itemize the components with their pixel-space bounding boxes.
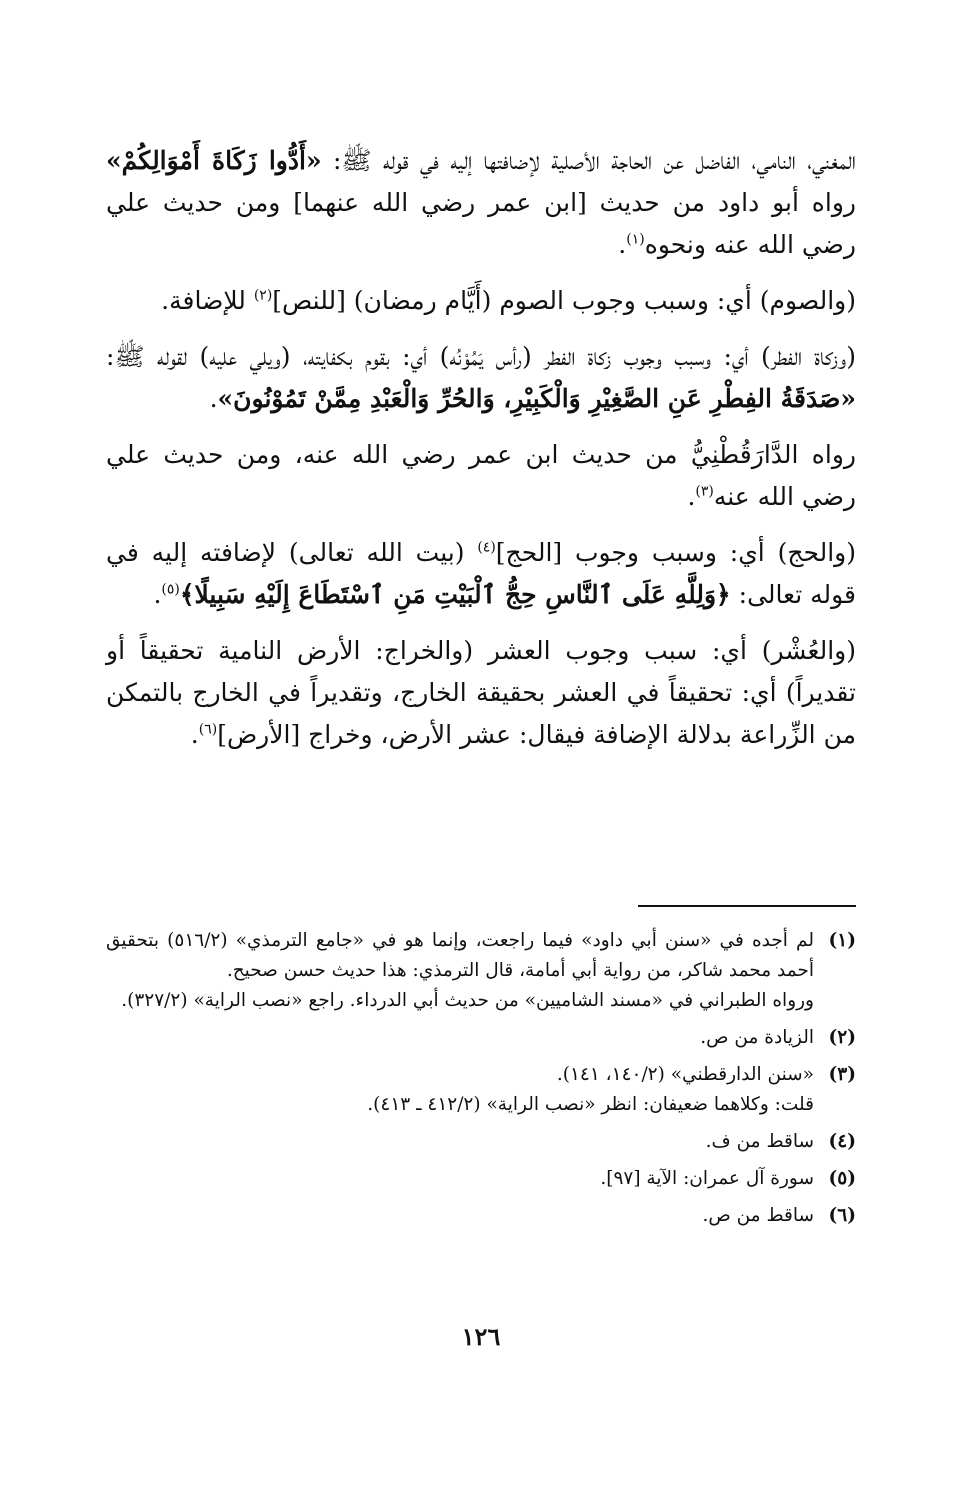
footnote-marker: (٤) — [477, 539, 496, 556]
footnote-text: ساقط من ف. — [705, 1131, 814, 1152]
text-segment: . — [687, 482, 696, 511]
footnote-text: ورواه الطبراني في «مسند الشاميين» من حديث أبي الدرداء. راجع «نصب الراية» (٣٢٧/٢). — [121, 990, 814, 1011]
footnote-separator — [638, 905, 856, 907]
footnote-text: قلت: وكلاهما ضعيفان: انظر «نصب الراية» (٤١٢/٢ ـ ٤١٣). — [367, 1094, 814, 1115]
footnote-body — [106, 926, 814, 1016]
footnote-text: سورة آل عمران: الآية [٩٧]. — [600, 1168, 814, 1189]
footnote-marker: (٦) — [198, 721, 218, 738]
main-text — [106, 140, 856, 770]
footnote-number: (٢) — [828, 1027, 856, 1048]
footnote — [106, 926, 856, 1016]
text-segment: . — [190, 720, 199, 749]
footnote-body — [106, 1201, 814, 1231]
footnote-marker: (٣) — [695, 483, 714, 500]
footnote — [106, 1164, 856, 1194]
footnote — [106, 1127, 856, 1157]
paragraph — [106, 280, 856, 322]
footnote — [106, 1060, 856, 1120]
footnote-text: «سنن الدارقطني» (١٤٠/٢، ١٤١). — [556, 1064, 814, 1085]
text-segment: (والصوم) أي: وسبب وجوب الصوم (أَيَّام رمضان) [للنص] — [272, 286, 856, 315]
text-segment: (وزكاة الفطر) أي: وسبب وجوب زكاة الفطر (رأس يَمُوْنُه) أي: بقوم بكفايته، (ويلي عليه) لقوله ﷺ: — [106, 342, 856, 371]
footnote-marker: (٢) — [253, 287, 273, 304]
text-segment: (والحج) أي: وسبب وجوب [الحج] — [495, 538, 857, 567]
footnote-number: (١) — [828, 930, 856, 951]
footnote — [106, 1201, 856, 1231]
footnote-text: لم أجده في «سنن أبي داود» فيما راجعت، وإنما هو في «جامع الترمذي» (٥١٦/٢) بتحقيق أحمد محمد شاكر، من رواية أبي أمامة، قال الترمذي: هذا حديث حسن صحيح. — [106, 930, 814, 981]
text-segment: (بيت الله تعالى) لإضافته إليه في قوله تعالى: — [106, 538, 856, 609]
page-number: ١٢٦ — [461, 1322, 501, 1351]
quoted-text: «صَدَقَةُ الفِطْرِ عَنِ الصَّغِيْرِ وَالْكَبِيْرِ، وَالحُرِّ وَالْعَبْدِ مِمَّنْ تَمُوْنُونَ» — [217, 384, 856, 413]
text-segment: المغني، النامي، الفاضل عن الحاجة الأصلية لإضافتها إليه في قوله ﷺ: — [321, 146, 856, 175]
paragraph — [106, 630, 856, 756]
footnote-marker: (٥) — [161, 581, 180, 598]
quoted-text: «أَدُّوا زَكَاةَ أَمْوَالِكُمْ» — [106, 146, 322, 175]
footnotes — [106, 926, 856, 1238]
text-segment: للإضافة. — [161, 286, 254, 315]
text-segment: . — [618, 230, 627, 259]
text-segment: (والعُشْر) أي: سبب وجوب العشر (والخراج: الأرض النامية تحقيقاً أو تقديراً) أي: تحقيقاً في العشر بحقيقة الخارج، وتقديراً في الخارج بالتمكن من الزِّراعة بدلالة الإضافة فيقال: عشر الأرض، وخراج [الأرض] — [106, 636, 856, 749]
text-segment: رواه أبو داود من حديث [ابن عمر رضي الله عنهما] ومن حديث علي رضي الله عنه ونحوه — [106, 188, 856, 259]
footnote-marker: (١) — [626, 231, 645, 248]
footnote-number: (٥) — [828, 1168, 856, 1189]
footnote — [106, 1023, 856, 1053]
footnote-body — [106, 1164, 814, 1194]
text-segment: . — [209, 384, 218, 413]
footnote-number: (٤) — [828, 1131, 856, 1152]
footnote-body — [106, 1023, 814, 1053]
quoted-text: ﴿وَلِلَّهِ عَلَى ٱلنَّاسِ حِجُّ ٱلْبَيْتِ مَنِ ٱسْتَطَاعَ إِلَيْهِ سَبِيلًا﴾ — [179, 580, 731, 609]
footnote-number: (٣) — [828, 1064, 856, 1085]
footnote-body — [106, 1060, 814, 1120]
footnote-text: الزيادة من ص. — [700, 1027, 814, 1048]
paragraph — [106, 532, 856, 616]
footnote-number: (٦) — [828, 1205, 856, 1226]
paragraph — [106, 140, 856, 266]
footnote-text: ساقط من ص. — [702, 1205, 814, 1226]
paragraph — [106, 336, 856, 420]
text-segment: . — [153, 580, 162, 609]
text-segment: رواه الدَّارَقُطْنِيُّ من حديث ابن عمر رضي الله عنه، ومن حديث علي رضي الله عنه — [106, 440, 856, 511]
paragraph — [106, 434, 856, 518]
footnote-body — [106, 1127, 814, 1157]
